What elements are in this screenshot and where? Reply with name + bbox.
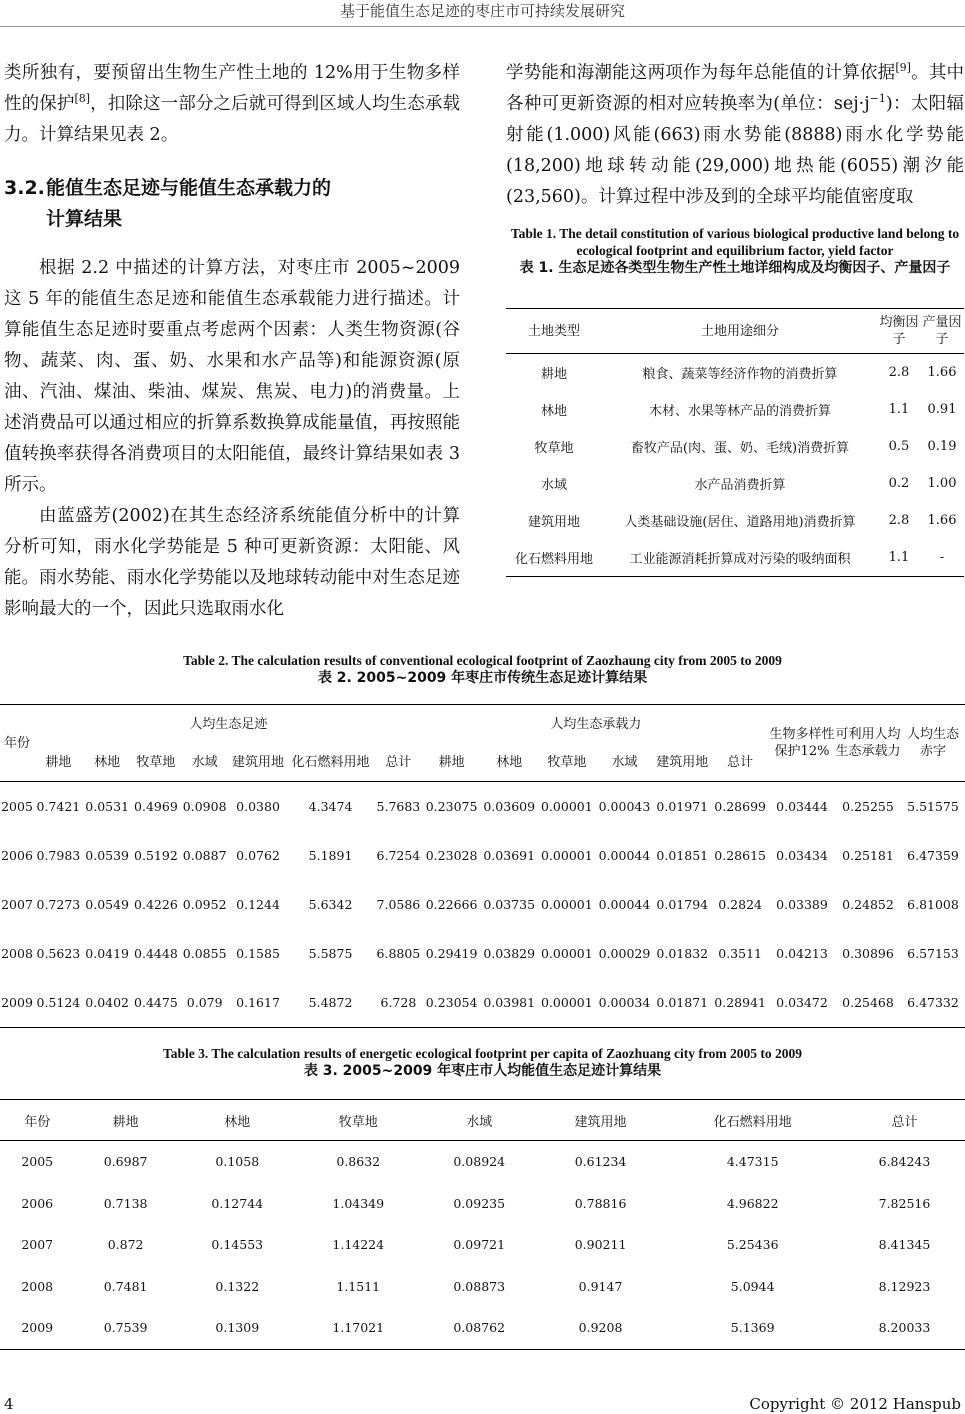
table3-header-cell: 水域 — [466, 1114, 493, 1130]
table3-cell: 5.25436 — [726, 1237, 779, 1253]
unit-exponent: −1 — [869, 92, 886, 106]
table2-cell: 0.0402 — [85, 995, 130, 1010]
table3-block — [0, 1045, 965, 1350]
table3-cell: 2009 — [21, 1320, 54, 1336]
table2-row — [0, 782, 965, 832]
table2-cell: 0.00044 — [598, 897, 651, 912]
table1-cell: 畜牧产品(肉、蛋、奶、毛绒)消费折算 — [630, 441, 850, 456]
table2-cell: 0.03434 — [776, 848, 828, 863]
table3-cell: 0.08873 — [453, 1278, 506, 1294]
running-header-title: 基于能值生态足迹的枣庄市可持续发展研究 — [339, 2, 625, 20]
table1-cell: 0.5 — [888, 439, 910, 454]
table2-footprint-group: 人均生态足迹 — [189, 716, 268, 732]
table2-cell: 0.28615 — [714, 848, 766, 863]
table2-cell: 0.01832 — [656, 946, 709, 961]
table2-cell: 0.0419 — [85, 946, 130, 961]
table2-cell: 0.01871 — [656, 995, 709, 1010]
table2-cell: 2007 — [1, 897, 33, 912]
copyright: Copyright © 2012 Hanspub — [749, 1395, 961, 1413]
table3-cell: 6.84243 — [878, 1154, 931, 1170]
table2-cell: 0.079 — [186, 995, 223, 1010]
table2-cell: 0.23028 — [425, 848, 478, 863]
table3-header-cell: 建筑用地 — [574, 1114, 627, 1130]
table2-cell: 0.03829 — [483, 946, 536, 961]
left-paragraph-2: 根据 2.2 中描述的计算方法，对枣庄市 2005~2009 这 5 年的能值生态足迹和能值生态承载能力进行描述。计算能值生态足迹时要重点考虑两个因素：人类生物资源(谷物、蔬菜、肉、蛋、奶、水果和水产品等)和能源资源(原油、汽油、煤油、柴油、煤炭、焦炭、电力)的消费量。上述消费品可以通过相应的折算系数换算成能量值，再按照能值转换率获得各消费项目的太阳能值，最终计算结果如表 3 所示。 — [4, 258, 460, 495]
table2-cell: 0.4226 — [134, 897, 178, 912]
table3-cell: 0.09721 — [453, 1237, 506, 1253]
table2-cell: 0.0549 — [85, 897, 130, 912]
table2-cell: 0.23054 — [425, 995, 478, 1010]
table1-cell: 1.66 — [927, 365, 957, 380]
table3-cell: 2008 — [21, 1278, 54, 1294]
table2-sub-header-cell: 林地 — [94, 754, 121, 770]
table3-row — [0, 1224, 965, 1266]
table3-cell: 0.9208 — [578, 1320, 623, 1336]
table2-cell: 0.7273 — [36, 897, 81, 912]
table1-cell: 0.2 — [888, 476, 910, 491]
table2-sub-header-cell: 总计 — [727, 754, 754, 770]
table1-cell: 水产品消费折算 — [694, 478, 786, 493]
table3-cell: 5.1369 — [730, 1320, 775, 1336]
table3-cell: 8.20033 — [878, 1320, 931, 1336]
table2-sub-header-cell: 建筑用地 — [232, 754, 285, 770]
table2-sub-header-cell: 林地 — [496, 754, 523, 770]
left-paragraph-3: 由蓝盛芳(2002)在其生态经济系统能值分析中的计算分析可知，雨水化学势能是 5 种可更新资源：太阳能、风能。雨水势能、雨水化学势能以及地球转动能中对生态足迹影响最大的一个，因此只选取雨水化 — [4, 506, 460, 619]
table3-caption-en: Table 3. The calculation results of energetic ecological footprint per capita of Zaozhuang city from 2005 to 2009 — [163, 1046, 802, 1061]
table1-header-cell: 土地用途细分 — [700, 323, 779, 339]
table2-year-header: 年份 — [3, 735, 30, 751]
table3-cell: 0.8632 — [336, 1154, 381, 1170]
table2-cell: 0.25255 — [842, 799, 894, 814]
table1-header-row — [506, 309, 964, 354]
table2-sub-header-cell: 耕地 — [45, 754, 72, 770]
table2-cell: 0.00043 — [598, 799, 651, 814]
table1-cell: 2.8 — [888, 513, 910, 528]
table2-cell: 0.01851 — [656, 848, 709, 863]
table3-cell: 4.47315 — [726, 1154, 779, 1170]
table1-cell: 0.91 — [927, 402, 957, 417]
table3-cell: 0.9147 — [578, 1278, 623, 1294]
table2-row — [0, 929, 965, 978]
left-p1-text-b: ，扣除这一部分之后就可得到区域人均生态承载力。计算结果见表 2。 — [4, 94, 461, 145]
table2-cell: 0.4448 — [134, 946, 178, 961]
table3-header-cell: 总计 — [891, 1114, 918, 1130]
table3-cell: 1.1511 — [336, 1278, 381, 1294]
table1-caption — [506, 225, 964, 278]
table3-caption — [0, 1045, 965, 1081]
table3-cell: 4.96822 — [726, 1195, 779, 1211]
table2-block — [0, 652, 965, 1028]
table1-cell: 水域 — [540, 478, 567, 493]
table2-cell: 6.8805 — [376, 946, 421, 961]
table2-cell: 0.0952 — [182, 897, 227, 912]
table2-cell: 0.28699 — [714, 799, 766, 814]
table3-cell: 2005 — [21, 1154, 54, 1170]
table2-deficit-header: 人均生态赤字 — [906, 727, 959, 759]
section-title-line2: 计算结果 — [46, 208, 123, 230]
table3-cell: 0.7539 — [103, 1320, 148, 1336]
table1-cell: 工业能源消耗折算成对污染的吸纳面积 — [629, 552, 851, 567]
table3-cell: 0.1058 — [215, 1154, 260, 1170]
table1-row — [506, 502, 964, 539]
table2-cell: 0.00001 — [540, 946, 593, 961]
table2-cell: 7.0586 — [376, 897, 421, 912]
table2-cell: 0.4475 — [134, 995, 178, 1010]
table3-cell: 0.14553 — [211, 1237, 264, 1253]
table1-row — [506, 428, 964, 465]
table2-cell: 2005 — [1, 799, 33, 814]
table3-cell: 2006 — [21, 1195, 54, 1211]
table3-header-cell: 化石燃料用地 — [713, 1114, 792, 1130]
table2-cell: 0.00001 — [540, 799, 593, 814]
left-paragraph-1 — [4, 58, 460, 151]
table2-cell: 0.7983 — [36, 848, 81, 863]
table2 — [0, 704, 965, 1028]
table2-cell: 5.5875 — [308, 946, 353, 961]
table3-cell: 0.1309 — [215, 1320, 260, 1336]
table1-cell: 1.1 — [888, 402, 910, 417]
table2-cell: 0.23075 — [425, 799, 478, 814]
table3-header-cell: 年份 — [24, 1114, 51, 1130]
table3-cell: 0.08762 — [453, 1320, 506, 1336]
table2-cell: 5.1891 — [308, 848, 353, 863]
table2-cell: 0.03735 — [483, 897, 536, 912]
table2-cell: 0.03981 — [483, 995, 536, 1010]
table1-cell: 建筑用地 — [527, 515, 580, 530]
table1-cell: 人类基础设施(居住、道路用地)消费折算 — [624, 515, 856, 530]
table2-cell: 0.01971 — [656, 799, 709, 814]
table2-row — [0, 831, 965, 880]
right-p1-text-a: 学势能和海潮能这两项作为每年总能值的计算依据 — [506, 63, 896, 83]
table2-cell: 6.728 — [380, 995, 417, 1010]
table2-cell: 0.1585 — [236, 946, 280, 961]
table3-cell: 1.04349 — [332, 1195, 385, 1211]
table2-cell: 5.6342 — [308, 897, 353, 912]
table2-cell: 5.51575 — [907, 799, 959, 814]
table3-cell: 0.08924 — [453, 1154, 506, 1170]
table3-cell: 0.7138 — [103, 1195, 148, 1211]
table2-caption-en: Table 2. The calculation results of conventional ecological footprint of Zaozhaung city from 2005 to 2009 — [183, 653, 782, 668]
table3-cell: 8.12923 — [878, 1278, 931, 1294]
table2-cell: 0.00001 — [540, 897, 593, 912]
table2-sub-header-cell: 总计 — [385, 754, 412, 770]
left-column — [4, 58, 460, 625]
table1-row — [506, 465, 964, 502]
table2-cell: 2006 — [1, 848, 33, 863]
table3-row — [0, 1141, 965, 1183]
table2-cell: 6.81008 — [907, 897, 959, 912]
table1-cell: 化石燃料用地 — [514, 552, 593, 567]
right-paragraph-1 — [506, 58, 964, 213]
table1-header-cell: 均衡因子 — [879, 315, 919, 347]
table3-caption-zh: 表 3. 2005~2009 年枣庄市人均能值生态足迹计算结果 — [303, 1063, 662, 1079]
table2-cell: 0.00034 — [598, 995, 651, 1010]
table3-cell: 0.6987 — [103, 1154, 148, 1170]
table1-row — [506, 391, 964, 428]
table2-cell: 5.7683 — [376, 799, 421, 814]
table3 — [0, 1099, 965, 1350]
table3-cell: 1.17021 — [332, 1320, 385, 1336]
table2-cell: 0.0539 — [85, 848, 130, 863]
table2-cell: 0.5192 — [134, 848, 178, 863]
table2-cell: 0.0531 — [85, 799, 130, 814]
table2-cell: 0.01794 — [656, 897, 709, 912]
table3-cell: 8.41345 — [878, 1237, 931, 1253]
table3-cell: 0.09235 — [453, 1195, 506, 1211]
table3-cell: 0.61234 — [574, 1154, 627, 1170]
table2-cell: 0.00001 — [540, 995, 593, 1010]
table1-cell: 1.66 — [927, 513, 957, 528]
table1-header-cell: 产量因子 — [922, 315, 962, 347]
section-number: 3.2. — [4, 177, 45, 199]
running-header — [0, 0, 965, 27]
table1-cell: 耕地 — [540, 367, 567, 382]
right-p1-text-b: 。其中各种可更新资源的相对应转换率为(单位：sej·j — [506, 63, 965, 114]
table3-header-row — [0, 1100, 965, 1141]
table2-cell: 0.0855 — [182, 946, 227, 961]
table2-row — [0, 880, 965, 929]
table2-sub-header-cell: 化石燃料用地 — [291, 754, 370, 770]
table3-header-cell: 林地 — [224, 1114, 251, 1130]
table3-row — [0, 1266, 965, 1308]
table1-row — [506, 539, 964, 577]
table2-cell: 6.7254 — [376, 848, 421, 863]
table2-cell: 4.3474 — [308, 799, 353, 814]
table3-cell: 0.12744 — [211, 1195, 264, 1211]
citation-8: [8] — [74, 92, 91, 106]
table2-biodiversity-header: 生物多样性保护12% — [769, 727, 835, 759]
table2-group-row — [0, 705, 965, 744]
table2-cell: 0.5124 — [36, 995, 81, 1010]
table2-cell: 0.0380 — [236, 799, 280, 814]
table2-cell: 0.03472 — [776, 995, 828, 1010]
table2-sub-header-cell: 耕地 — [438, 754, 465, 770]
table3-cell: 0.1322 — [215, 1278, 260, 1294]
table2-cell: 0.03389 — [776, 897, 828, 912]
table2-caption — [0, 652, 965, 688]
citation-9: [9] — [895, 61, 911, 75]
table3-row — [0, 1183, 965, 1225]
table2-sub-header-cell: 水域 — [611, 754, 638, 770]
table2-cell: 0.1617 — [236, 995, 280, 1010]
table2-usable-header: 可利用人均生态承载力 — [835, 727, 901, 759]
table1-row — [506, 354, 964, 392]
table3-header-cell: 耕地 — [112, 1114, 139, 1130]
table2-cell: 0.5623 — [36, 946, 81, 961]
table1-cell: 1.1 — [888, 550, 910, 565]
table2-cell: 0.00029 — [598, 946, 651, 961]
table2-cell: 0.25468 — [842, 995, 894, 1010]
table1-cell: 2.8 — [888, 365, 910, 380]
table3-cell: 0.90211 — [574, 1237, 627, 1253]
table1-cell: 0.19 — [927, 439, 957, 454]
table2-cell: 0.0908 — [182, 799, 227, 814]
table1 — [506, 308, 964, 577]
table3-cell: 0.872 — [107, 1237, 144, 1253]
table2-cell: 6.47359 — [907, 848, 959, 863]
table1-cell: 林地 — [540, 404, 567, 419]
table2-cell: 0.04213 — [776, 946, 828, 961]
table2-cell: 0.25181 — [842, 848, 894, 863]
table2-cell: 6.47332 — [907, 995, 959, 1010]
right-column — [506, 58, 964, 577]
table1-cell: - — [939, 550, 945, 565]
table2-cell: 2008 — [1, 946, 33, 961]
table2-cell: 0.03609 — [483, 799, 536, 814]
table2-cell: 6.57153 — [907, 946, 959, 961]
table2-cell: 0.29419 — [425, 946, 478, 961]
table3-cell: 7.82516 — [878, 1195, 931, 1211]
table1-cell: 1.00 — [927, 476, 957, 491]
table2-cell: 0.22666 — [425, 897, 478, 912]
table2-cell: 5.4872 — [308, 995, 353, 1010]
table2-capacity-group: 人均生态承载力 — [550, 716, 642, 732]
table2-cell: 2009 — [1, 995, 33, 1010]
table3-row — [0, 1307, 965, 1349]
table2-cell: 0.03691 — [483, 848, 536, 863]
table2-caption-zh: 表 2. 2005~2009 年枣庄市传统生态足迹计算结果 — [317, 670, 648, 686]
table2-cell: 0.00001 — [540, 848, 593, 863]
table2-cell: 0.30896 — [842, 946, 894, 961]
table2-cell: 0.7421 — [36, 799, 81, 814]
table2-cell: 0.03444 — [776, 799, 828, 814]
table2-cell: 0.00044 — [598, 848, 651, 863]
table2-sub-header-cell: 建筑用地 — [656, 754, 709, 770]
section-title-line1: 能值生态足迹与能值生态承载力的 — [46, 177, 332, 199]
table3-header-cell: 牧草地 — [338, 1114, 378, 1130]
table1-caption-zh: 表 1. 生态足迹各类型生物生产性土地详细构成及均衡因子、产量因子 — [519, 260, 951, 276]
table2-cell: 0.2824 — [718, 897, 762, 912]
table1-cell: 牧草地 — [534, 441, 574, 456]
table2-cell: 0.1244 — [236, 897, 280, 912]
table2-sub-header-cell: 牧草地 — [136, 754, 176, 770]
table2-cell: 0.28941 — [714, 995, 766, 1010]
table3-cell: 1.14224 — [332, 1237, 385, 1253]
table3-cell: 0.78816 — [574, 1195, 627, 1211]
table3-cell: 5.0944 — [730, 1278, 775, 1294]
table1-cell: 木材、水果等林产品的消费折算 — [648, 404, 831, 419]
table2-cell: 0.4969 — [134, 799, 178, 814]
table2-row — [0, 978, 965, 1028]
table1-header-cell: 土地类型 — [527, 323, 580, 339]
left-p1-text-a: 类所独有，要预留出生物生产性土地的 12%用于生物多样性的保护 — [4, 63, 460, 114]
table2-cell: 0.24852 — [842, 897, 894, 912]
section-heading-3-2 — [4, 173, 460, 235]
table1-cell: 粮食、蔬菜等经济作物的消费折算 — [642, 367, 838, 382]
page-number: 4 — [4, 1395, 14, 1413]
right-p1-text-c: )：太阳辐射能(1.000)风能(663)雨水势能(8888)雨水化学势能(18,200)地球转动能(29,000)地热能(6055)潮汐能(23,560)。计算过程中涉及到的全球平均能值密度取 — [506, 94, 965, 207]
table1-caption-en: Table 1. The detail constitution of various biological productive land belong to ecological footprint and equilibrium factor, yield factor — [510, 226, 960, 258]
table2-cell: 0.0887 — [182, 848, 227, 863]
table2-cell: 0.3511 — [718, 946, 762, 961]
table3-cell: 2007 — [21, 1237, 54, 1253]
table2-cell: 0.0762 — [236, 848, 280, 863]
table2-sub-header-cell: 水域 — [191, 754, 218, 770]
table3-cell: 0.7481 — [103, 1278, 148, 1294]
table2-sub-header-cell: 牧草地 — [547, 754, 587, 770]
